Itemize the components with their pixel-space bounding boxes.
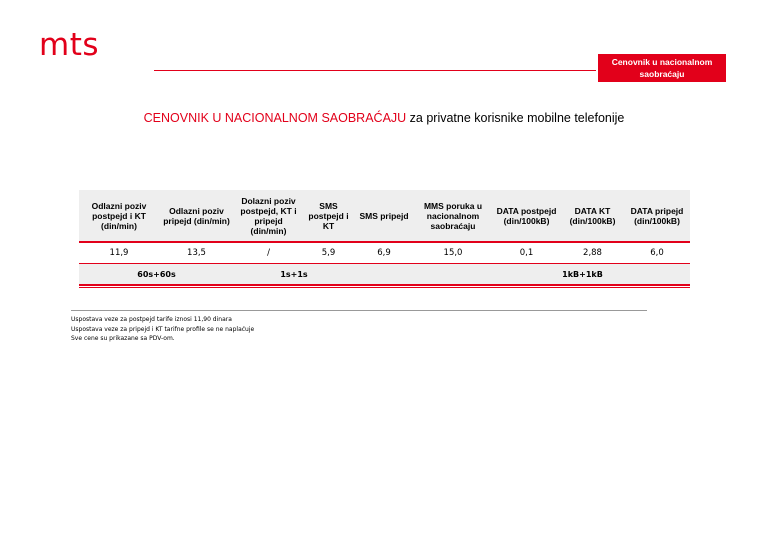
title-rest: za privatne korisnike mobilne telefonije [406,111,625,125]
footnote: Uspostava veze za postpejd tarife iznosi 11,90 dinara [71,316,232,323]
incoming-billing-note: 1s+1s [280,269,308,279]
mts-logo: mts [39,27,100,63]
header-cell: SMS postpejd i KT [308,200,349,231]
footnotes [71,315,254,344]
section-badge: Cenovnik u nacionalnom saobraćaju [598,54,726,82]
table-notes-row [79,264,690,284]
value-cell: 15,0 [443,248,463,258]
price-table [79,190,690,288]
footnote: Sve cene su prikazane sa PDV-om. [71,335,175,342]
data-billing-note: 1kB+1kB [562,269,603,279]
table-header-row [79,190,690,243]
value-cell: 6,0 [650,248,664,258]
value-cell: 2,88 [583,248,602,258]
header-divider [154,70,596,71]
header-cell: DATA KT (din/100kB) [569,205,616,226]
header-cell: Dolazni poziv postpejd, KT i pripejd (din/min) [240,195,297,236]
title-highlight: CENOVNIK U NACIONALNOM SAOBRAĆAJU [143,111,407,125]
value-cell: 0,1 [519,248,534,258]
value-cell: 5,9 [321,248,336,258]
footnote-divider [71,310,647,311]
footnote: Uspostava veze za pripejd i KT tarifne profile se ne naplaćuje [71,325,255,333]
value-cell: / [267,248,270,258]
header-cell: SMS pripejd [359,210,409,221]
table-row [79,243,690,264]
value-cell: 6,9 [377,248,391,258]
empty-note-cell [354,264,551,284]
header-cell: Odlazni poziv pripejd (din/min) [163,205,230,226]
header-cell: MMS poruka u nacionalnom saobraćaju [423,200,483,231]
page-title [0,111,768,125]
header-cell: DATA postpejd (din/100kB) [496,205,557,226]
value-cell: 13,5 [187,248,206,258]
header-cell: DATA pripejd (din/100kB) [630,205,684,226]
value-cell: 11,9 [109,248,129,258]
header-cell: Odlazni poziv postpejd i KT (din/min) [91,200,147,231]
empty-note-cell [614,264,680,284]
table-bottom-rule [79,284,690,288]
calls-billing-note: 60s+60s [137,269,176,279]
